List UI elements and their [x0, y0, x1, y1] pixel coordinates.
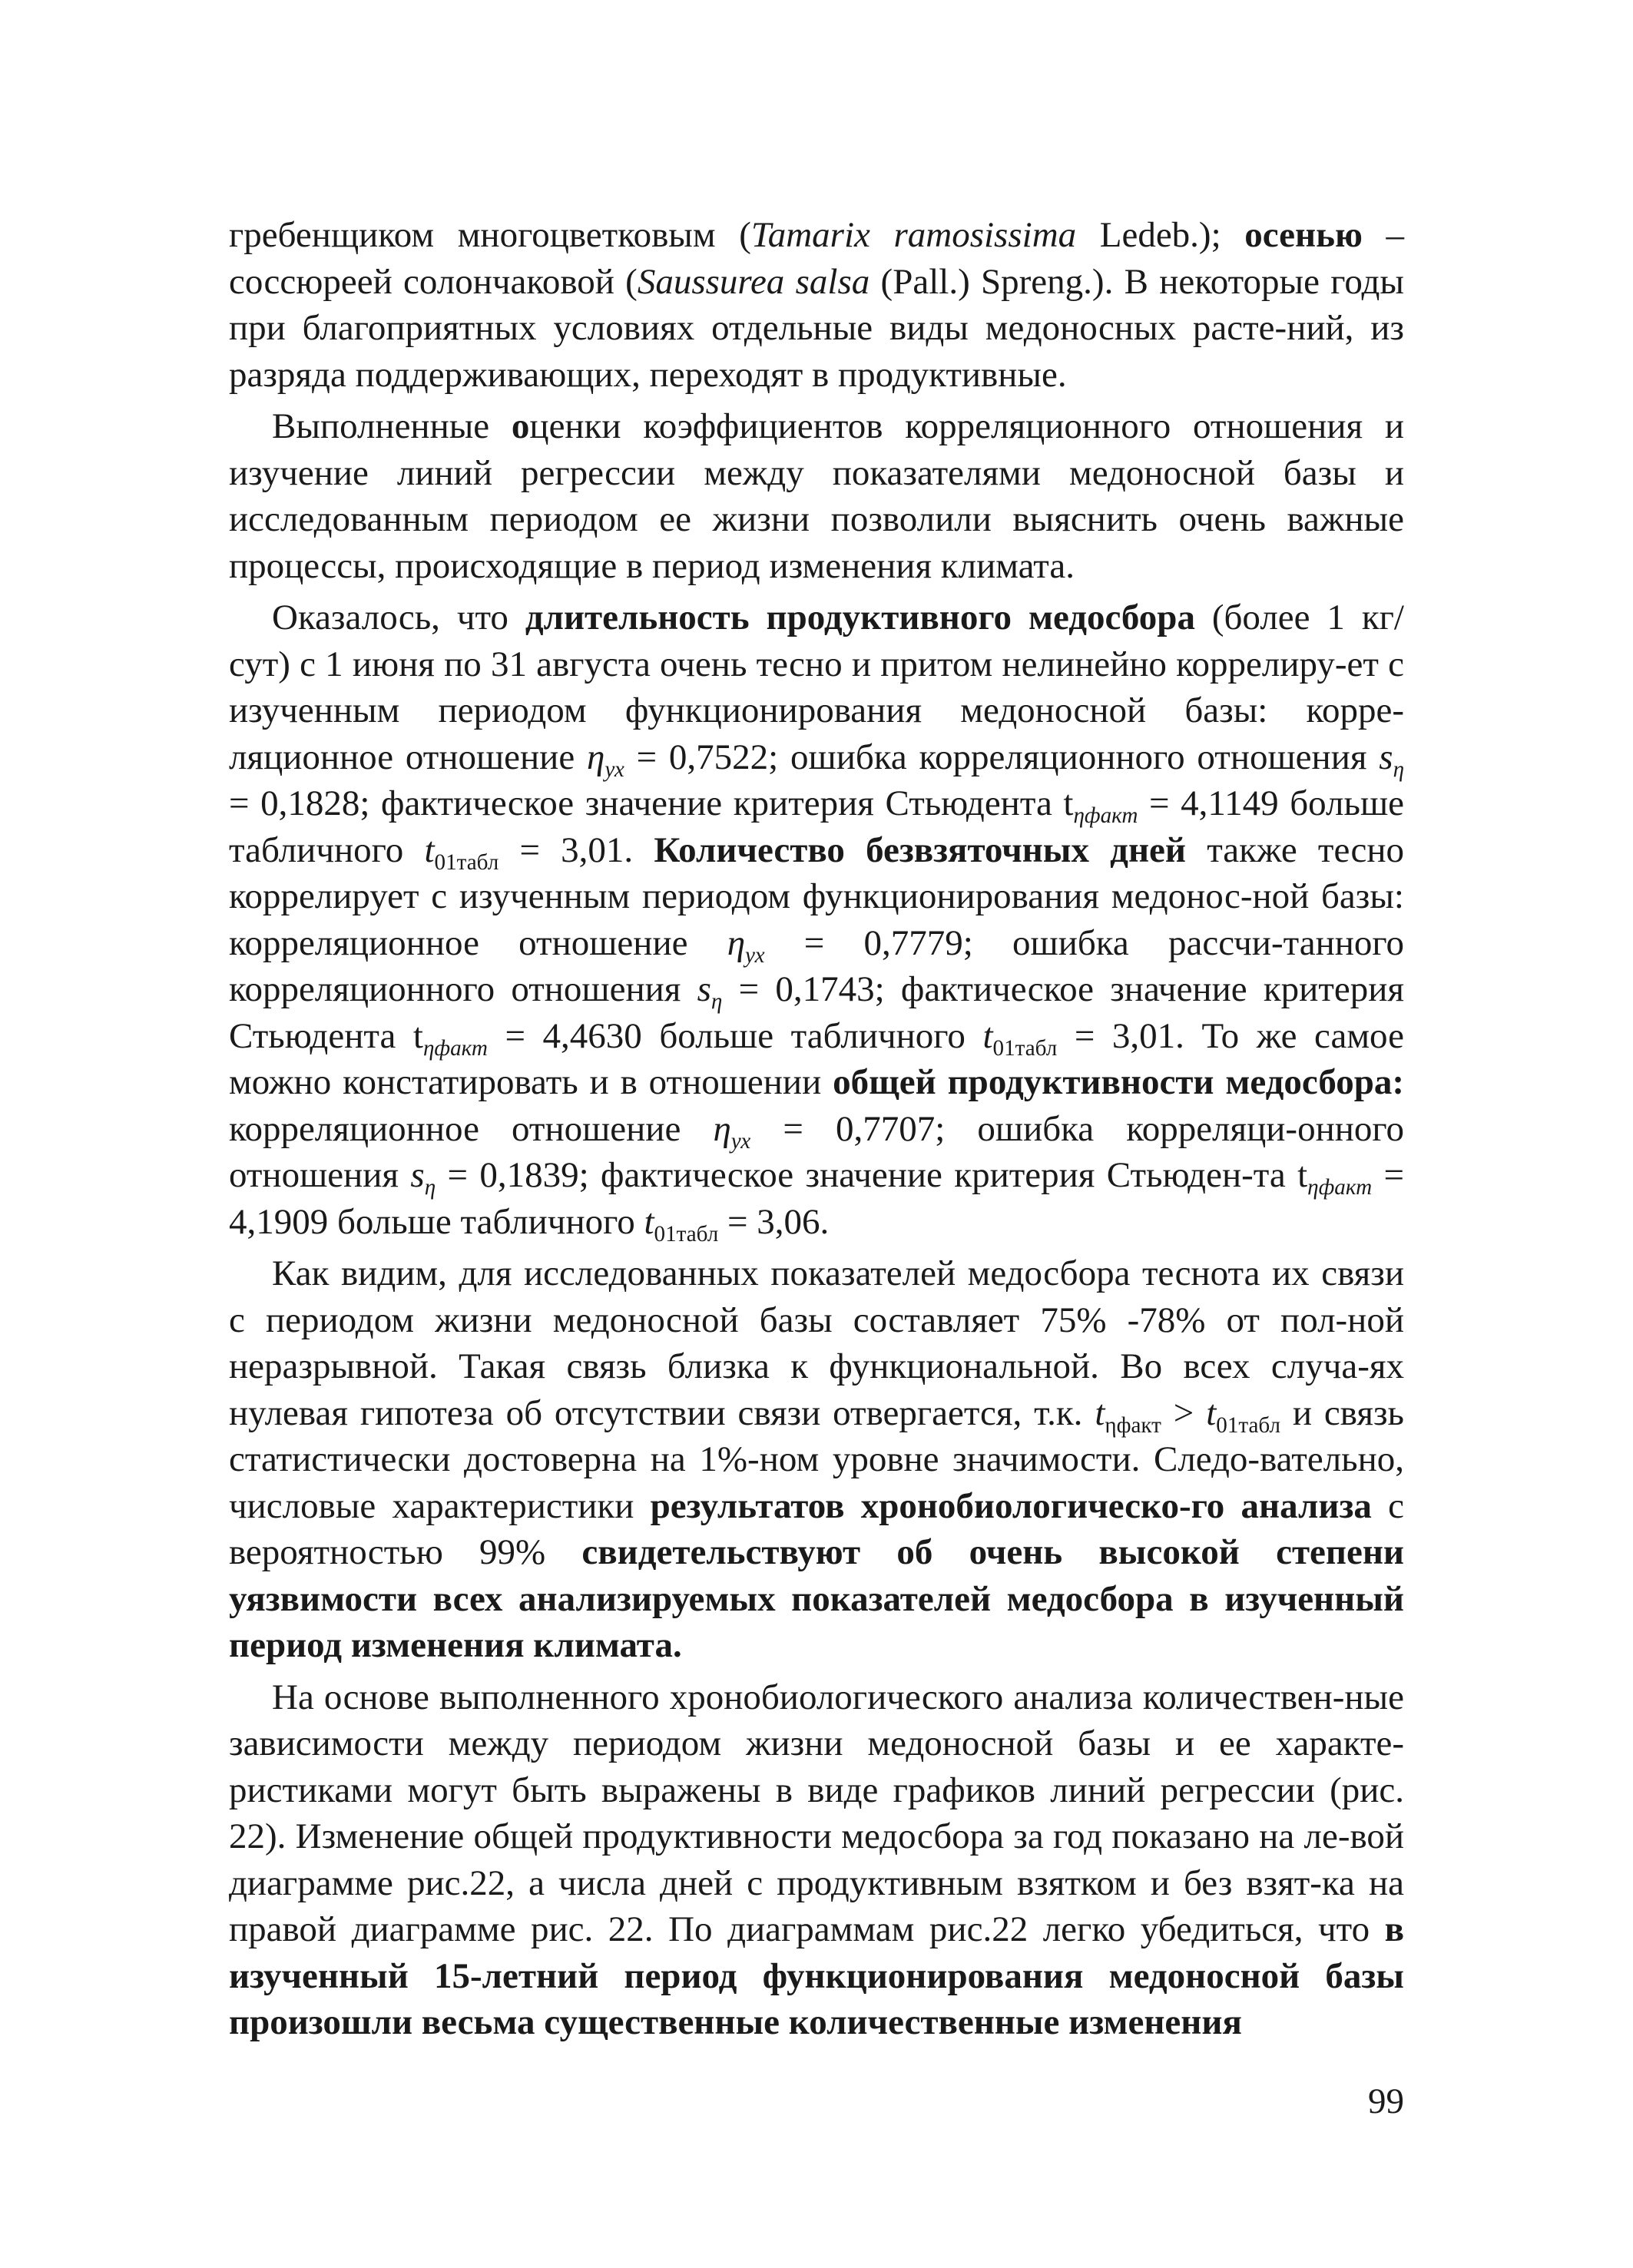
italic-run: t	[644, 1201, 654, 1242]
italic-run: η	[727, 922, 746, 963]
subscript: ηфакт	[1307, 1175, 1373, 1200]
subscript: ηфакт	[422, 1035, 488, 1061]
subscript: ηфакт	[1073, 803, 1138, 829]
paragraph: Выполненные оценки коэффициентов корреляционного отношения и изучение линий регрессии между показателями медоносной базы и исследованным периодом ее жизни позволили выяснить очень важные процессы, происходящие в период изменения климата.	[229, 406, 1404, 586]
italic-run: η	[713, 1108, 731, 1149]
subscript: 01табл	[992, 1035, 1058, 1061]
italic-run: s	[697, 969, 711, 1009]
subscript: η	[1393, 757, 1405, 782]
subscript: 01табл	[1216, 1412, 1281, 1438]
bold-run: общей продуктивности медосбора:	[833, 1062, 1404, 1102]
italic-run: t	[982, 1015, 993, 1056]
paragraph: На основе выполненного хронобиологического анализа количествен-ные зависимости между периодом жизни медоносной базы и ее характе-ристиками могут быть выражены в виде графиков линий регрессии (рис. 22). Изменение общей продуктивности медосбора за год показано на ле-вой диаграмме рис.22, а числа дней с продуктивным взятком и без взят-ка на правой диаграмме рис. 22. По диаграммам рис.22 легко убедиться, что в изученный 15-летний период функционирования медоносной базы произошли весьма существенные количественные изменения	[229, 1677, 1404, 2042]
subscript: η	[711, 989, 723, 1015]
subscript: η	[424, 1175, 436, 1200]
subscript: ух	[745, 942, 765, 968]
italic-run: t	[424, 829, 435, 870]
subscript: ух	[605, 757, 624, 782]
bold-run: в изученный 15-летний период функционирования медоносной базы произошли весьма существенные количественные изменения	[229, 1909, 1404, 2042]
italic-run: t	[1206, 1392, 1217, 1433]
italic-run: Tamarix ramosissima	[750, 215, 1077, 255]
page-text-body	[229, 212, 1404, 2046]
italic-run: s	[410, 1155, 425, 1195]
subscript: 01табл	[434, 849, 499, 875]
italic-run: η	[587, 737, 605, 777]
page-number: 99	[1368, 2081, 1404, 2121]
bold-run: результатов хронобиологическо-го анализа	[650, 1485, 1372, 1526]
bold-run: о	[511, 406, 530, 446]
subscript: ηфакт	[1105, 1412, 1161, 1438]
italic-run: t	[1095, 1392, 1105, 1433]
paragraph: Как видим, для исследованных показателей медосбора теснота их связи с периодом жизни медоносной базы составляет 75% -78% от пол-ной неразрывной. Такая связь близка к функциональной. Во всех случа-ях нулевая гипотеза об отсутствии связи отвергается, т.к. $t_{\eta факт} > t_{01табл}$ и связь статистически достоверна на 1%-ном уровне значимости. Следо-вательно, числовые характеристики результатов хронобиологическо-го анализа с вероятностью 99% свидетельствуют об очень высокой степени уязвимости всех анализируемых показателей медосбора в изученный период изменения климата.	[229, 1253, 1404, 1665]
subscript: 01табл	[654, 1221, 719, 1247]
subscript: ух	[730, 1128, 751, 1154]
bold-run: длительность продуктивного медосбора	[525, 598, 1195, 637]
paragraph: Оказалось, что длительность продуктивного медосбора (более 1 кг/сут) с 1 июня по 31 августа очень тесно и притом нелинейно коррелиру-ет с изученным периодом функционирования медоносной базы: корре-ляционное отношение $\eta_{ух} = 0,7522$; ошибка корреляционного отношения $s_\eta = 0,1828$; фактическое значение критерия Стьюдента $t_{\eta факт} = 4,1149$ больше табличного $t_{01табл} = 3,01$. Количество безвзяточных дней также тесно коррелирует с изученным периодом функционирования медонос-ной базы: корреляционное отношение $\eta_{ух} = 0,7779$; ошибка рассчи-танного корреляционного отношения $s_\eta = 0,1743$; фактическое значение критерия Стьюдента $t_{\eta факт} = 4,4630$ больше табличного $t_{01табл} = 3,01$. То же самое можно констатировать и в отношении общей продуктивности медосбора: корреляционное отношение $\eta_{ух} = 0,7707$; ошибка корреляци-онного отношения $s_\eta = 0,1839$; фактическое значение критерия Стьюден-та $t_{\eta факт} = 4,1909$ больше табличного $t_{01табл} = 3,06$.	[229, 598, 1405, 1247]
italic-run: s	[1379, 737, 1393, 777]
italic-run: Saussurea salsa	[637, 261, 870, 302]
bold-run: Количество безвзяточных дней	[654, 829, 1186, 870]
paragraph: гребенщиком многоцветковым (Tamarix ramosissima Ledeb.); осенью – соссюреей солончаковой (Saussurea salsa (Pall.) Spreng.). В некоторые годы при благоприятных условиях отдельные виды медоносных расте-ний, из разряда поддерживающих, переходят в продуктивные.	[229, 215, 1405, 395]
bold-run: осенью	[1244, 215, 1363, 255]
bold-run: свидетельствуют об очень высокой степени уязвимости всех анализируемых показателей медосбора в изученный период изменения климата.	[229, 1532, 1404, 1665]
